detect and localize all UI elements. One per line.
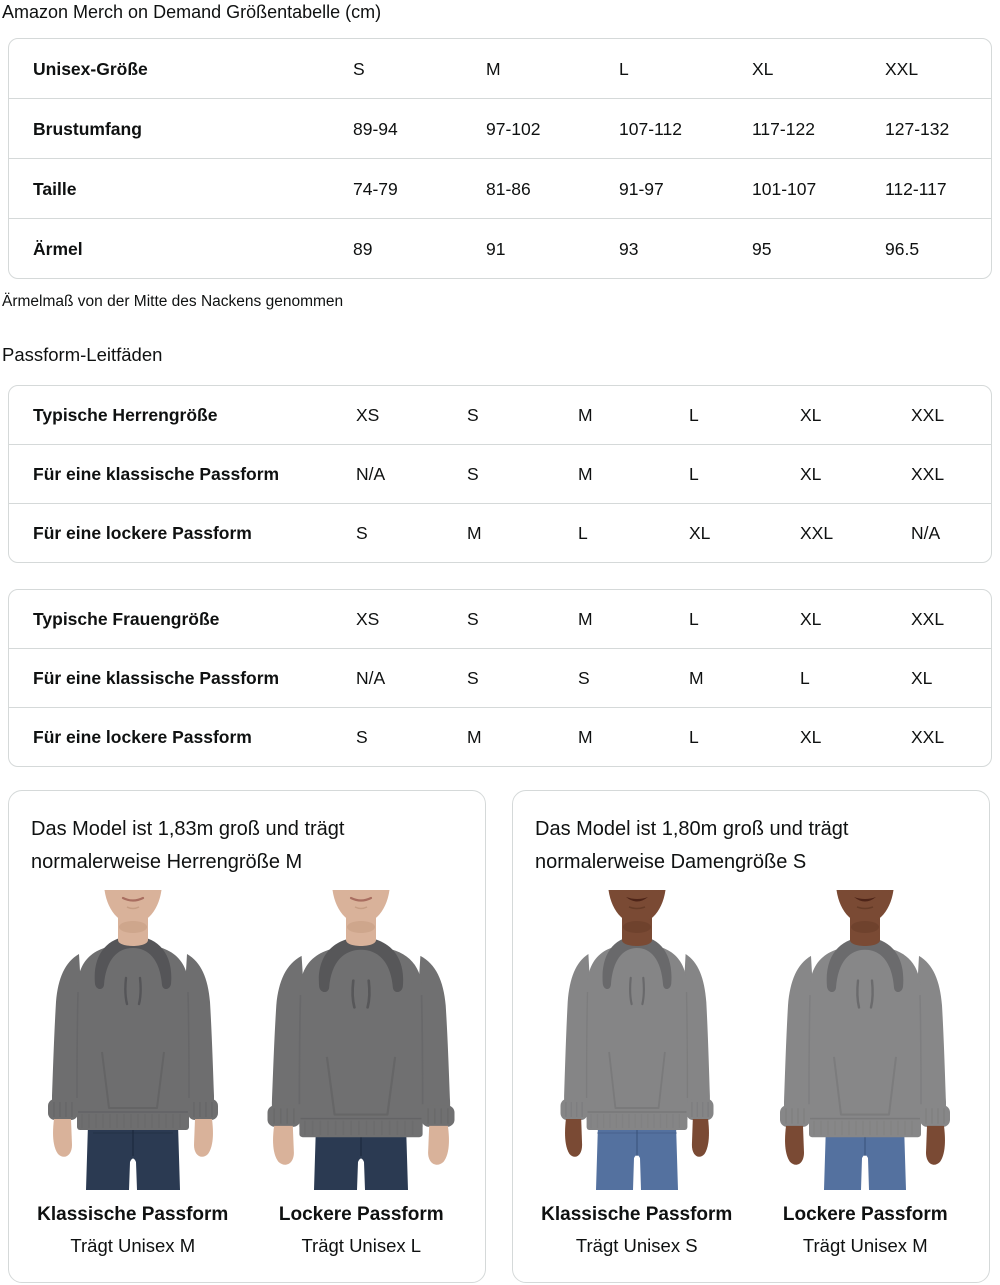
model-figure-loose [260, 890, 464, 1258]
table-row [9, 386, 991, 444]
size-label: Trägt Unisex S [575, 1235, 698, 1256]
table-cell: 95 [752, 238, 772, 259]
table-cell: XL [800, 609, 822, 629]
page-title: Amazon Merch on Demand Größentabelle (cm) [2, 2, 382, 22]
table-cell: N/A [356, 464, 386, 484]
table-cell: 127-132 [885, 118, 950, 139]
table-cell: L [800, 668, 810, 688]
table-cell: XXL [911, 609, 945, 629]
table-cell: L [619, 58, 629, 79]
table-cell: S [467, 668, 479, 688]
model-figure-classic [535, 890, 739, 1258]
table-cell: 74-79 [353, 178, 398, 199]
row-label: Typische Herrengröße [33, 405, 218, 425]
table-cell: M [467, 523, 482, 543]
card-description: Das Model ist 1,83m groß und trägt normalerweise Herrengröße M [31, 818, 345, 873]
table-cell: S [353, 58, 365, 79]
table-row [9, 98, 991, 158]
model-photo [765, 890, 965, 1190]
table-cell: M [578, 464, 593, 484]
table-cell: M [486, 58, 501, 79]
model-photo [261, 890, 461, 1190]
fit-label: Lockere Passform [782, 1204, 948, 1225]
row-label: Unisex-Größe [33, 58, 148, 79]
table-cell: M [578, 727, 593, 747]
table-cell: M [578, 405, 593, 425]
table-cell: 112-117 [885, 178, 947, 199]
table-cell: 81-86 [486, 178, 531, 199]
row-label: Taille [33, 178, 77, 199]
table-cell: 96.5 [885, 238, 920, 259]
table-cell: L [689, 609, 699, 629]
table-cell: S [467, 609, 479, 629]
table-cell: S [467, 405, 479, 425]
row-label: Für eine klassische Passform [33, 464, 280, 484]
table-cell: 93 [619, 238, 639, 259]
table-cell: 89-94 [353, 118, 398, 139]
table-cell: XL [752, 58, 774, 79]
row-label: Für eine lockere Passform [33, 523, 252, 543]
table-cell: XL [800, 405, 822, 425]
size-label: Trägt Unisex L [301, 1235, 422, 1256]
table-cell: 107-112 [619, 118, 682, 139]
table-cell: 97-102 [486, 118, 541, 139]
table-cell: S [356, 727, 368, 747]
table-cell: L [689, 405, 699, 425]
table-row [9, 590, 991, 648]
table-cell: 117-122 [752, 118, 815, 139]
table-cell: 91-97 [619, 178, 664, 199]
table-cell: XS [356, 405, 380, 425]
unisex-size-table [8, 38, 992, 279]
table-row [9, 218, 991, 278]
figure-row [31, 890, 463, 1258]
table-cell: XL [911, 668, 933, 688]
row-label: Brustumfang [33, 118, 142, 139]
table-cell: XL [800, 464, 822, 484]
size-label: Trägt Unisex M [70, 1235, 196, 1256]
fit-table-women [8, 589, 992, 767]
fit-label: Klassische Passform [37, 1204, 229, 1225]
model-card-women [512, 790, 990, 1283]
table-cell: S [467, 464, 479, 484]
table-cell: XS [356, 609, 380, 629]
row-label: Typische Frauengröße [33, 609, 220, 629]
figure-row [535, 890, 967, 1258]
fit-label: Lockere Passform [278, 1204, 444, 1225]
table-cell: N/A [911, 523, 941, 543]
table-cell: M [467, 727, 482, 747]
table-cell: XXL [800, 523, 834, 543]
row-label: Für eine lockere Passform [33, 727, 252, 747]
table-row [9, 707, 991, 766]
model-photo [537, 890, 737, 1190]
sleeve-measure-note: Ärmelmaß von der Mitte des Nackens genommen [2, 293, 344, 310]
table-row [9, 444, 991, 503]
table-cell: XXL [911, 727, 945, 747]
card-description: Das Model ist 1,80m groß und trägt normalerweise Damengröße S [535, 818, 849, 873]
table-cell: M [578, 609, 593, 629]
model-photo [33, 890, 233, 1190]
table-cell: S [356, 523, 368, 543]
table-cell: 91 [486, 238, 506, 259]
size-label: Trägt Unisex M [802, 1235, 928, 1256]
table-cell: S [578, 668, 590, 688]
table-cell: XL [689, 523, 711, 543]
model-card-men [8, 790, 486, 1283]
fit-guides-heading: Passform-Leitfäden [2, 344, 163, 365]
table-cell: N/A [356, 668, 386, 688]
table-cell: XXL [885, 58, 919, 79]
fit-table-men [8, 385, 992, 563]
table-cell: L [689, 464, 699, 484]
row-label: Ärmel [33, 238, 83, 259]
table-cell: L [578, 523, 588, 543]
fit-label: Klassische Passform [541, 1204, 733, 1225]
table-cell: XXL [911, 464, 945, 484]
table-row [9, 503, 991, 562]
table-row [9, 39, 991, 98]
table-cell: M [689, 668, 704, 688]
table-cell: 89 [353, 238, 373, 259]
table-row [9, 648, 991, 707]
table-cell: XL [800, 727, 822, 747]
table-row [9, 158, 991, 218]
model-figure-classic [31, 890, 235, 1258]
model-figure-loose [764, 890, 968, 1258]
row-label: Für eine klassische Passform [33, 668, 280, 688]
table-cell: L [689, 727, 699, 747]
table-cell: 101-107 [752, 178, 817, 199]
table-cell: XXL [911, 405, 945, 425]
